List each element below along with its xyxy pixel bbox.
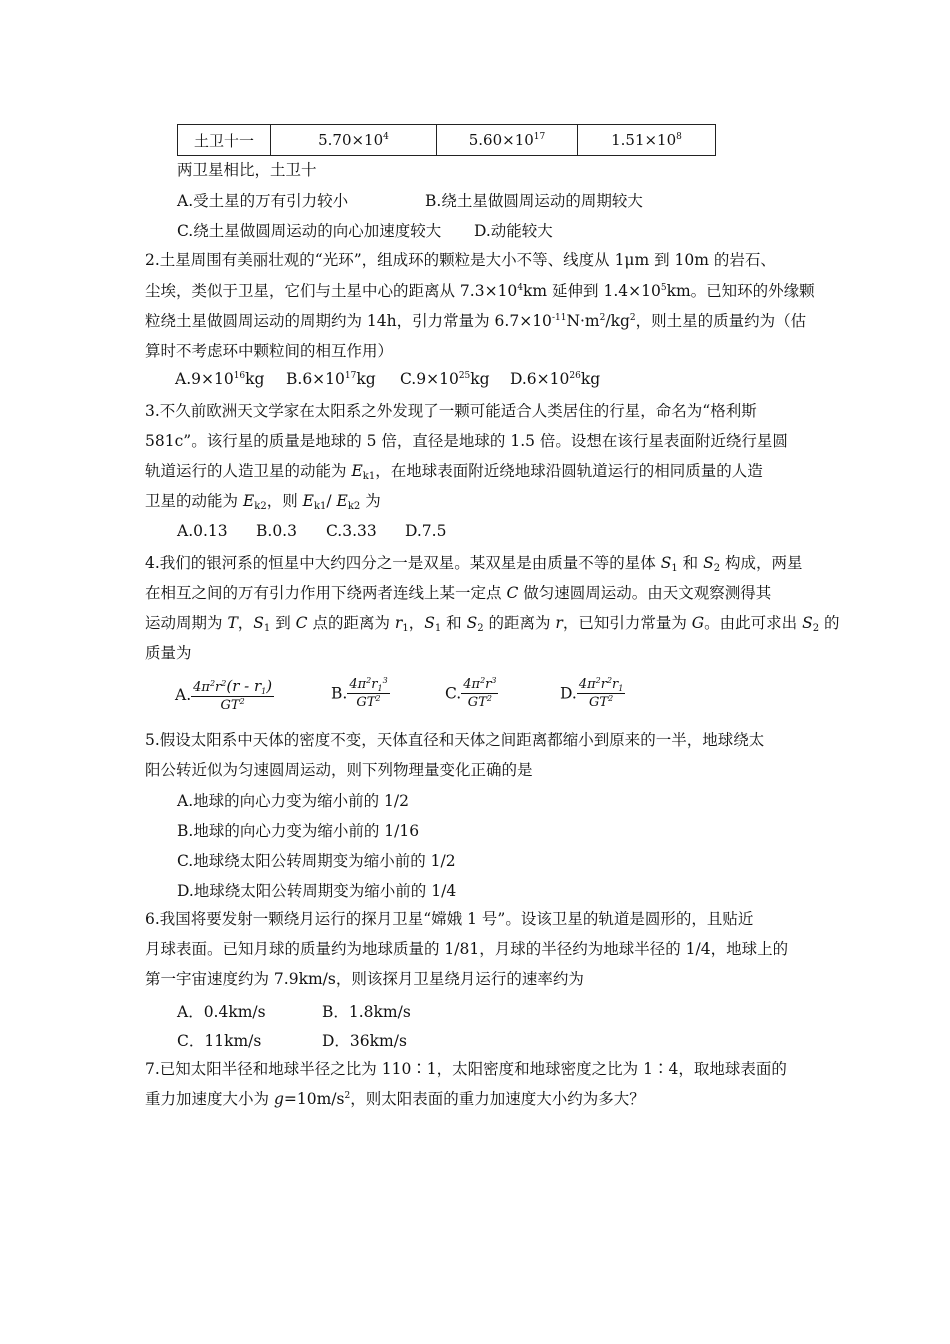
q6-line-1: 6.我国将要发射一颗绕月运行的探月卫星“嫦娥 1 号”。设该卫星的轨道是圆形的，且贴近	[145, 910, 754, 928]
q5-option-a: A.地球的向心力变为缩小前的 1/2	[177, 792, 409, 810]
q5-option-c: C.地球绕太阳公转周期变为缩小前的 1/2	[177, 852, 456, 870]
q3-option-a: A.0.13	[177, 522, 228, 540]
q2-option-b: $B.6\times 10^{17}kg$	[286, 370, 376, 388]
q2-line-3: 粒绕土星做圆周运动的周期约为 14h，引力常量为 $6.7\times 10^{-11}N\cdot m^2/kg^2$，则土星的质量约为（估	[145, 312, 807, 330]
q4-line-1: 4.我们的银河系的恒星中大约四分之一是双星。某双星是由质量不等的星体 $S_1$ 和 $S_2$ 构成，两星	[145, 554, 803, 574]
table-cell: $1.51\times 10^8$	[578, 125, 716, 156]
q5-line-2: 阳公转近似为匀速圆周运动，则下列物理量变化正确的是	[145, 761, 533, 779]
q6-option-b: B．1.8km/s	[322, 1003, 411, 1021]
q1-option-a: A.受土星的万有引力较小	[177, 192, 349, 210]
q6-line-2: 月球表面。已知月球的质量约为地球质量的 1/81，月球的半径约为地球半径的 1/4，地球上的	[145, 940, 789, 958]
table-cell: $5.70\times 10^4$	[271, 125, 437, 156]
q5-option-b: B.地球的向心力变为缩小前的 1/16	[177, 822, 420, 840]
q5-line-1: 5.假设太阳系中天体的密度不变，天体直径和天体之间距离都缩小到原来的一半，地球绕太	[145, 731, 765, 749]
q7-line-2: 重力加速度大小为 $g=10m/s^2$，则太阳表面的重力加速度大小约为多大？	[145, 1090, 645, 1108]
q3-line-1: 3.不久前欧洲天文学家在太阳系之外发现了一颗可能适合人类居住的行星，命名为“格利斯	[145, 402, 757, 420]
q6-option-c: C．11km/s	[177, 1032, 262, 1050]
q3-line-4: 卫星的动能为 $E_{k2}$，则 $E_{k1}/$ $E_{k2}$ 为	[145, 492, 381, 512]
q1-option-c: C.绕土星做圆周运动的向心加速度较大	[177, 222, 442, 240]
table-cell: $5.60\times 10^{17}$	[437, 125, 578, 156]
q1-stem-tail: 两卫星相比，土卫十	[177, 161, 317, 179]
q5-option-d: D.地球绕太阳公转周期变为缩小前的 1/4	[177, 882, 457, 900]
q2-line-1: 2.土星周围有美丽壮观的“光环”，组成环的颗粒是大小不等、线度从 1μm 到 10m 的岩石、	[145, 251, 776, 269]
q4-line-4: 质量为	[145, 644, 192, 662]
q4-option-d: D. $\frac{4\pi^2r^2r_1}{GT^2}$	[560, 676, 624, 710]
q2-option-c: $C.9\times 10^{25}kg$	[400, 370, 490, 388]
table-row	[178, 125, 716, 156]
q4-option-c: C. $\frac{4\pi^2r^3}{GT^2}$	[445, 676, 497, 710]
q6-option-a: A．0.4km/s	[177, 1003, 266, 1021]
q6-option-d: D．36km/s	[322, 1032, 407, 1050]
q3-line-2: 581c”。该行星的质量是地球的 5 倍，直径是地球的 1.5 倍。设想在该行星表面附近绕行星圆	[145, 432, 788, 450]
q2-option-d: $D.6\times 10^{26}kg$	[510, 370, 601, 388]
q3-line-3: 轨道运行的人造卫星的动能为 $E_{k1}$，在地球表面附近绕地球沿圆轨道运行的相同质量的人造	[145, 462, 763, 482]
q4-option-b: B. $\frac{4\pi^2r_1^3}{GT^2}$	[331, 676, 388, 710]
satellite-table	[177, 124, 716, 156]
q6-line-3: 第一宇宙速度约为 7.9km/s，则该探月卫星绕月运行的速率约为	[145, 970, 584, 988]
q1-option-b: B.绕土星做圆周运动的周期较大	[425, 192, 643, 210]
q4-line-3: 运动周期为 T，$S_1$ 到 C 点的距离为 $r_1$，$S_1$ 和 $S_2$ 的距离为 r，已知引力常量为 G。由此可求出 $S_2$ 的	[145, 614, 840, 634]
q2-line-4: 算时不考虑环中颗粒间的相互作用）	[145, 342, 394, 360]
q4-option-a: A. $\frac{4\pi^2r^2(r - r_1)}{GT^2}$	[175, 677, 273, 713]
q4-line-2: 在相互之间的万有引力作用下绕两者连线上某一定点 C 做匀速圆周运动。由天文观察测得其	[145, 584, 772, 602]
q3-option-d: D.7.5	[405, 522, 447, 540]
q1-option-d: D.动能较大	[474, 222, 553, 240]
q7-line-1: 7.已知太阳半径和地球半径之比为 110∶1，太阳密度和地球密度之比为 1∶4，取地球表面的	[145, 1060, 787, 1078]
table-cell: 土卫十一	[178, 125, 271, 156]
q3-option-c: C.3.33	[326, 522, 377, 540]
q2-option-a: $A.9\times 10^{16}kg$	[175, 370, 265, 388]
q2-line-2: 尘埃，类似于卫星，它们与土星中心的距离从 $7.3\times 10^4km$ 延伸到 $1.4\times 10^5km$。已知环的外缘颗	[145, 282, 815, 300]
q3-option-b: B.0.3	[256, 522, 297, 540]
